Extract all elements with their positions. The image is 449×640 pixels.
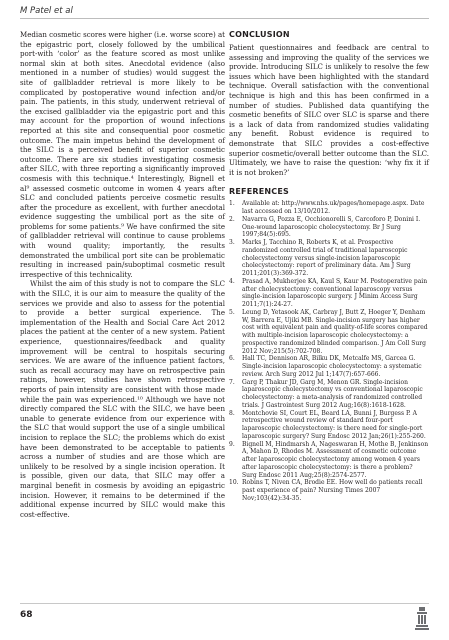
reference-number: 2. bbox=[229, 215, 235, 223]
reference-text: Available at: http://www.nhs.uk/pages/homepage.aspx. Date last accessed on 13/10/2012. bbox=[242, 200, 425, 216]
reference-number: 5. bbox=[229, 308, 235, 316]
journal-logo-icon bbox=[415, 606, 429, 630]
right-column bbox=[229, 30, 429, 503]
reference-text: Marks J, Tacchino R, Roberts K, et al. Prospective randomized controlled trial of traditional laparoscopic cholecystectomy versus single-incision laparoscopic cholecystectomy: report of preliminary data. Am J Surg 2011;201(3):369-372. bbox=[242, 239, 411, 278]
reference-number: 10. bbox=[229, 479, 239, 487]
reference-number: 1. bbox=[229, 200, 235, 208]
reference-item bbox=[229, 309, 429, 356]
reference-text: Robins T, Niven CA, Brodie EE. How well do patients recall past experience of pain? Nursing Times 2007 Nov;103(42):34-35. bbox=[242, 479, 423, 502]
reference-number: 6. bbox=[229, 355, 235, 363]
reference-number: 7. bbox=[229, 378, 235, 386]
discussion-paragraph-2: Whilst the aim of this study is not to compare the SLC with the SILC, it is our aim to measure the quality of the services we provide and also to assess for the potential to provide a better surgical experience. The implementation of the Health and Social Care Act 2012 places the patient at the center of a new system. Patient experience, questionnaires/feedback and quality improvement will be central to hospitals securing services. We are aware of the influence patient factors, such as recall accuracy may have on retrospective pain ratings, however, studies have shown retrospective reports of pain intensity are consistent with those made while the pain was experienced.¹⁰ Although we have not directly compared the SLC with the SILC, we have been unable to generate evidence from our experience with the SLC that would support the use of a single umbilical incision to replace the SLC; the problems which do exist have been demonstrated to be acceptable to patients across a number of studies and are those which are unlikely to be resolved by a single incision operation. It is possible, given our data, that SILC may offer a marginal benefit in cosmesis by avoiding an epigastric incision. However, it remains to be determined if the additional expense incurred by SILC would make this cost-effective. bbox=[20, 279, 225, 519]
reference-number: 4. bbox=[229, 277, 235, 285]
footer-rule bbox=[20, 603, 429, 604]
reference-number: 3. bbox=[229, 239, 235, 247]
reference-list bbox=[229, 200, 429, 502]
reference-item bbox=[229, 278, 429, 309]
left-column bbox=[20, 30, 225, 519]
reference-text: Navarra G, Pozza E, Occhionorelli S, Carcoforo P, Donini I. One-wound laparoscopic cholecystectomy. Br J Surg 1997;84(5):695. bbox=[242, 215, 421, 239]
reference-text: Hall TC, Dennison AR, Bilku DK, Metcalfe MS, Garcea G. Single-incision laparoscopic cholecystectomy: a systematic review. Arch Surg 2012 Jul 1;147(7):657-666. bbox=[242, 355, 422, 378]
reference-item bbox=[229, 379, 429, 410]
reference-number: 9. bbox=[229, 440, 235, 448]
reference-item bbox=[229, 479, 429, 502]
reference-item bbox=[229, 216, 429, 239]
reference-text: Garg P, Thakur JD, Garg M, Menon GR. Single-incision laparoscopic cholecystectomy vs conventional laparoscopic cholecystectomy: a meta-analysis of randomized controlled trials. J Gastrointest Surg 2012 Aug;16(8):1618-1628. bbox=[242, 378, 423, 409]
reference-number: 8. bbox=[229, 409, 235, 417]
discussion-paragraph-1: Median cosmetic scores were higher (i.e. worse score) at the epigastric port, closely followed by the umbilical port-with ‘color’ as the feature scored as most unlike normal skin at both sites. Anecdotal evidence (also mentioned in a number of studies) would suggest the site of gallbladder retrieval is more likely to be complicated by postoperative wound infection and/or pain. The patients, in this study, underwent retrieval of the excised gallbladder via the epigastric port and this may account for the proportion of wound infections reported at this site and consequential poor cosmetic outcome. The main impetus behind the development of the SILC is a perceived benefit of superior cosmetic outcome. There are six studies investigating cosmesis after SILC, with three reporting a significantly improved cosmesis with this technique.⁴ Interestingly, Bignell et al⁹ assessed cosmetic outcome in women 4 years after SLC and concluded patients perceive cosmetic results after the procedure as excellent, with further anecdotal evidence suggesting the umbilical port as the site of problems for some patients.⁹ We have confirmed the site of gallbladder retrieval will continue to cause problems with wound quality; importantly, the results demonstrated the umbilical port site can be problematic resulting in increased pain/suboptimal cosmetic result irrespective of this technicality. bbox=[20, 30, 225, 279]
reference-item bbox=[229, 410, 429, 441]
reference-item bbox=[229, 239, 429, 278]
conclusion-paragraph: Patient questionnaires and feedback are central to assessing and improving the quality of the services we provide. Introducing SILC is unlikely to resolve the few issues which have been highlighted with the standard technique. Overall satisfaction with the conventional technique is high and this has been confirmed in a number of studies. Published data quantifying the cosmetic benefits of SILC over SLC is sparse and there is a lack of data from randomized studies validating any benefit. Robust evidence is required to demonstrate that SILC provides a cost-effective superior cosmetic/overall better outcome than the SLC. Ultimately, we have to raise the question: ‘why fix it if it is not broken?’ bbox=[229, 43, 429, 177]
running-head: M Patel et al bbox=[20, 6, 73, 16]
reference-item bbox=[229, 200, 429, 216]
reference-text: Leung D, Yetasook AK, Carbray J, Butt Z, Hoeger Y, Denham W, Barrera E, Ujiki MB. Single-incision surgery has higher cost with equivalent pain and quality-of-life scores compared with multiple-incision laparoscopic cholecystectomy: a prospective randomized blinded comparison. J Am Coll Surg 2012 Nov;215(5):702-708. bbox=[242, 308, 428, 355]
reference-text: Montchovie SI, Court EL, Beard LA, Bunni J, Burgess P. A retrospective wound review of standard four-port laparoscopic cholecystectomy: is there need for single-port laparoscopic surgery? Surg Endosc 2012 Jan;26(1):255-260. bbox=[242, 409, 426, 440]
page-number: 68 bbox=[20, 610, 33, 620]
references-heading: REFERENCES bbox=[229, 187, 289, 197]
reference-item bbox=[229, 441, 429, 480]
header-rule bbox=[20, 18, 429, 19]
reference-text: Prasad A, Mukherjee KA, Kaul S, Kaur M. Postoperative pain after cholecystectomy: conventional laparoscopy versus single-incision laparoscopic surgery. J Minim Access Surg 2011;7(1):24-27. bbox=[242, 277, 428, 309]
reference-item bbox=[229, 355, 429, 378]
reference-text: Bignell M, Hindmarsh A, Nageswaran H, Mothe B, Jenkinson A, Mahon D, Rhodes M. Assessment of cosmetic outcome after laparoscopic cholecystectomy among women 4 years after laparoscopic cholecystectomy: is there a problem? Surg Endosc 2011 Aug;25(8):2574-2577. bbox=[242, 440, 429, 479]
conclusion-heading: CONCLUSION bbox=[229, 30, 290, 39]
